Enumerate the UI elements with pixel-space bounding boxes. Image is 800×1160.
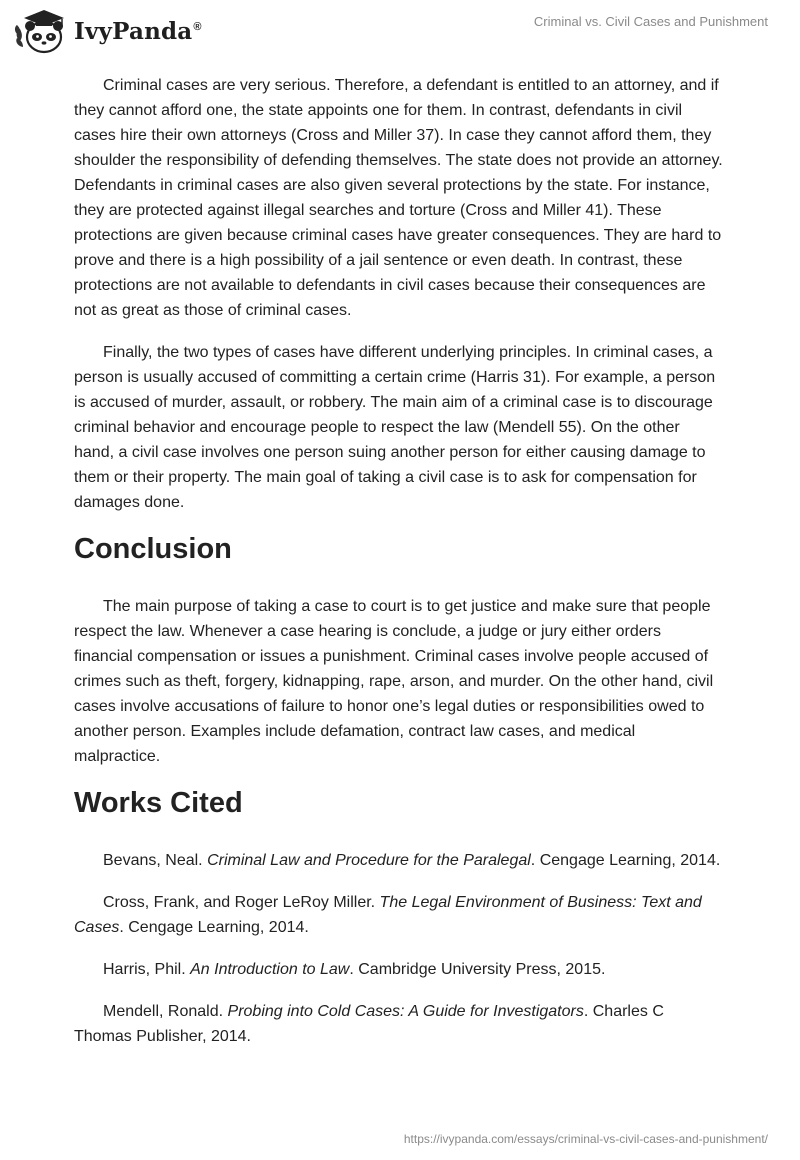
panda-graduate-icon <box>14 7 70 55</box>
paragraph-conclusion: The main purpose of taking a case to court is to get justice and make sure that people respect the law. Whenever a case hearing is conclude, a judge or jury either orders financial compensation or issues a punishment. Criminal cases involve people accused of crimes such as theft, forgery, kidnapping, rape, arson, and murder. On the other hand, civil cases involve accusations of failure to honor one’s legal duties or responsibilities owed to another person. Examples include defamation, contract law cases, and medical malpractice. <box>74 598 714 765</box>
logo-text: IvyPanda® <box>74 17 202 45</box>
citation-item: Bevans, Neal. Criminal Law and Procedure for the Paralegal. Cengage Learning, 2014. <box>103 852 721 869</box>
document-title: Criminal vs. Civil Cases and Punishment <box>533 14 768 29</box>
page-header <box>0 0 800 70</box>
footer-url[interactable]: https://ivypanda.com/essays/criminal-vs-civil-cases-and-punishment/ <box>403 1132 768 1146</box>
paragraph-defendant-rights: Criminal cases are very serious. Therefore, a defendant is entitled to an attorney, and if they cannot afford one, the state appoints one for them. In contrast, defendants in civil cases hire their own attorneys (Cross and Miller 37). In case they cannot afford them, they shoulder the responsibility of defending themselves. The state does not provide an attorney. Defendants in criminal cases are also given several protections by the state. For instance, they are protected against illegal searches and torture (Cross and Miller 41). These protections are given because criminal cases have greater consequences. They are hard to prove and there is a high possibility of a jail sentence or even death. In contrast, these protections are not available to defendants in civil cases because their consequences are not as great as those of criminal cases. <box>74 77 723 319</box>
conclusion-heading: Conclusion <box>74 533 232 565</box>
paragraph-underlying-principles: Finally, the two types of cases have different underlying principles. In criminal cases, a person is usually accused of committing a certain crime (Harris 31). For example, a person is accused of murder, assault, or robbery. The main aim of a criminal case is to discourage criminal behavior and encourage people to respect the law (Mendell 55). On the other hand, a civil case involves one person suing another person for either causing damage to them or their property. The main goal of taking a civil case is to ask for compensation for damages done. <box>74 344 716 511</box>
works-cited-heading: Works Cited <box>74 787 243 819</box>
citation-item: Cross, Frank, and Roger LeRoy Miller. The Legal Environment of Business: Text and Cases. Cengage Learning, 2014. <box>74 894 702 936</box>
citation-item: Mendell, Ronald. Probing into Cold Cases: A Guide for Investigators. Charles C Thomas Publisher, 2014. <box>74 1003 664 1045</box>
ivypanda-logo[interactable] <box>14 7 202 55</box>
essay-content <box>74 70 724 1066</box>
citation-item: Harris, Phil. An Introduction to Law. Cambridge University Press, 2015. <box>103 961 606 978</box>
